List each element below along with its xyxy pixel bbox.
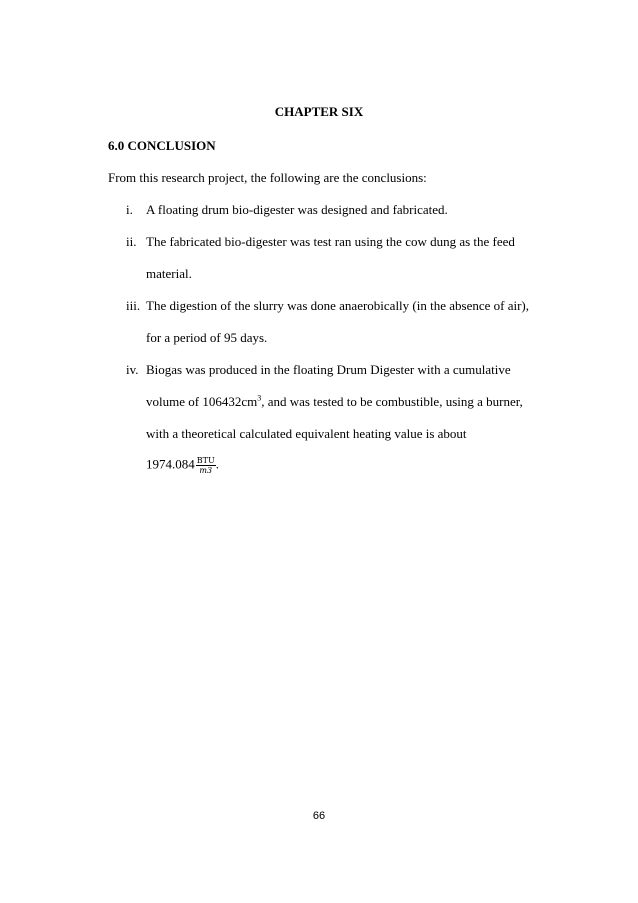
list-item-2-line-1: The fabricated bio-digester was test ran using the cow dung as the feed <box>146 234 515 249</box>
list-item-4-line-3: with a theoretical calculated equivalent heating value is about <box>146 426 467 441</box>
list-item-4-line-4 <box>146 456 219 475</box>
unit-fraction <box>196 456 216 475</box>
list-item-3-line-1: The digestion of the slurry was done anaerobically (in the absence of air), <box>146 298 529 313</box>
list-item-4-line-1: Biogas was produced in the floating Drum Digester with a cumulative <box>146 362 511 377</box>
list-marker-1: i. <box>126 202 133 217</box>
chapter-title: CHAPTER SIX <box>274 104 364 119</box>
unit-numerator: BTU <box>196 456 215 465</box>
period: . <box>215 456 219 472</box>
list-marker-2: ii. <box>126 234 137 249</box>
heating-value: 1974.084 <box>146 456 195 472</box>
list-item-4-line-2 <box>146 394 523 410</box>
combustible-text: , and was tested to be combustible, using a burner, <box>261 394 523 409</box>
intro-paragraph: From this research project, the following are the conclusions: <box>108 170 427 185</box>
list-marker-4: iv. <box>126 362 139 377</box>
unit-denominator: m3 <box>199 466 213 475</box>
cubic-superscript: 3 <box>257 393 262 403</box>
list-item-2-line-2: material. <box>146 266 192 281</box>
list-item-3-line-2: for a period of 95 days. <box>146 330 268 345</box>
page-number: 66 <box>312 810 326 822</box>
section-heading: 6.0 CONCLUSION <box>108 138 216 153</box>
list-item-1-line-1: A floating drum bio-digester was designed and fabricated. <box>146 202 448 217</box>
volume-text: volume of 106432cm <box>146 394 258 409</box>
list-marker-3: iii. <box>126 298 141 313</box>
